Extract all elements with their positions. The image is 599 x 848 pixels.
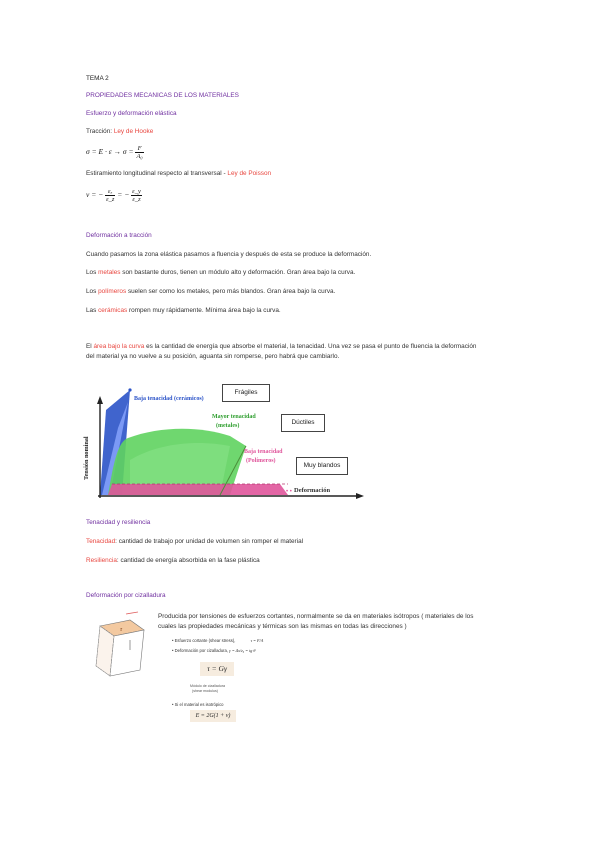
heading-esfuerzo: Esfuerzo y deformación elástica [86, 110, 177, 117]
label-metales-1: Mayor tenacidad [212, 414, 256, 420]
poisson-num1: εₓ [105, 188, 115, 196]
label-polimeros-1: Baja tenacidad [244, 449, 283, 455]
paragraph-resiliencia [86, 556, 260, 566]
heading-tenacidad-resiliencia: Tenacidad y resiliencia [86, 519, 151, 526]
bullet-isotropic-text: Si el material es isotrópico [174, 702, 224, 707]
bullet-dot: • [172, 648, 174, 653]
ceramicas-rest: rompen muy rápidamente. Mínima área bajo la curva. [129, 307, 281, 314]
poisson-equation [86, 188, 142, 203]
shear-strain-eq: γ = Δx/z₀ = tg θ [229, 648, 256, 653]
traccion-prefix: Tracción: [86, 128, 113, 135]
box-muy-blandos: Muy blandos [296, 457, 348, 475]
area-line1: es la cantidad de energía que absorbe el material, la tenacidad. Una vez se pasa el punto de fluencia la deformación [146, 343, 477, 350]
bullet-shear-strain-text: Deformación por cizalladura, [174, 648, 228, 653]
hooke-num: F [135, 145, 143, 153]
shear-stress-eq: τ = F/A [250, 638, 264, 643]
polimeros-rest: suelen ser como los metales, pero más blandos. Gran área bajo la curva. [127, 288, 336, 295]
y-axis-label: Tensión nominal [83, 436, 90, 480]
box-fragiles: Frágiles [222, 384, 270, 402]
paragraph-polimeros [86, 287, 335, 297]
poisson-mid: = − [117, 190, 130, 200]
tenacidad-word: Tenacidad [86, 538, 116, 545]
bullet-shear-strain [172, 648, 255, 654]
cube-front-face [110, 630, 144, 676]
tenacidad-rest: : cantidad de trabajo por unidad de volumen sin romper el material [115, 538, 304, 545]
heading-deformacion-traccion: Deformación a tracción [86, 232, 152, 239]
ceramicas-prefix: Las [86, 307, 97, 314]
cube-tau-label: τ [120, 627, 123, 633]
isotropic-equation: E = 2G(1 + ν) [190, 710, 236, 722]
bullet-shear-stress-text: Esfuerzo cortante (shear stress), [174, 638, 236, 643]
bullet-shear-stress [172, 638, 263, 644]
polymer-fracture-marks: • • [286, 489, 292, 495]
label-metales-2: (metales) [216, 423, 240, 429]
traccion-line [86, 128, 153, 136]
metales-word: metales [98, 269, 121, 276]
heading-cizalladura: Deformación por cizalladura [86, 592, 166, 599]
poisson-den1: ε_z [106, 196, 115, 203]
shear-force-arrow [126, 612, 138, 614]
polymer-curve [108, 484, 288, 495]
poisson-fraction-1 [105, 188, 115, 203]
tema-label: TEMA 2 [86, 75, 109, 82]
metales-prefix: Los [86, 269, 97, 276]
poisson-fraction-2 [131, 188, 142, 203]
document-title: PROPIEDADES MECANICAS DE LOS MATERIALES [86, 92, 239, 99]
resiliencia-rest: : cantidad de energía absorbida en la fase plástica [116, 557, 260, 564]
bullet-dot: • [172, 702, 174, 707]
area-word: área bajo la curva [93, 343, 145, 350]
poisson-prefix: Estiramiento longitudinal respecto al transversal - [86, 170, 226, 177]
poisson-lhs: ν = − [86, 190, 104, 200]
poisson-line [86, 170, 271, 178]
hooke-equation [86, 145, 144, 160]
ceramic-fracture-dot [128, 388, 131, 391]
shear-description-line1: Producida por tensiones de esfuerzos cortantes, normalmente se da en materiales isótropos ( materiales de los [158, 613, 474, 620]
metales-rest: son bastante duros, tienen un módulo alto y deformación. Gran área bajo la curva. [122, 269, 356, 276]
hooke-den: A₀ [136, 153, 143, 160]
box-ductiles: Dúctiles [281, 414, 325, 432]
paragraph-metales [86, 268, 355, 278]
x-axis-arrow [356, 493, 364, 499]
poisson-num2: ε_y [132, 188, 141, 195]
paragraph-area [86, 342, 476, 352]
hooke-eq-left: σ = E · ε → σ = [86, 147, 134, 157]
shear-modulus-equation: τ = Gγ [200, 662, 234, 676]
paragraph-fluencia: Cuando pasamos la zona elástica pasamos a fluencia y después de esta se produce la deformación. [86, 251, 372, 258]
poisson-law-link: Ley de Poisson [227, 170, 272, 177]
bullet-isotropic [172, 702, 224, 708]
paragraph-area-line2: del material ya no vuelve a su posición, aguanta sin romperse, pero habrá que cambiarlo. [86, 353, 340, 360]
shear-description-line2: cuales las propiedades mecánicas y térmicas son las mismas en todas las direcciones ) [158, 623, 407, 630]
poisson-den2: ε_z [132, 196, 141, 203]
ceramicas-word: cerámicas [98, 307, 128, 314]
shear-modulus-caption-2: (shear modulus) [192, 689, 218, 693]
hooke-fraction [135, 145, 143, 160]
shear-modulus-caption-1: Módulo de cizalladura [190, 684, 225, 688]
hooke-law-link: Ley de Hooke [113, 128, 154, 135]
label-ceramicos: Baja tenacidad (cerámicos) [134, 396, 204, 402]
bullet-dot: • [172, 638, 174, 643]
area-prefix: El [86, 343, 92, 350]
polimeros-prefix: Los [86, 288, 97, 295]
polimeros-word: polímeros [98, 288, 127, 295]
paragraph-ceramicas [86, 306, 281, 316]
label-polimeros-2: (Polímeros) [246, 458, 276, 464]
x-axis-label: Deformación [294, 487, 331, 494]
shear-cube-diagram [86, 606, 158, 686]
paragraph-tenacidad [86, 537, 303, 547]
y-axis-arrow [97, 396, 103, 404]
resiliencia-word: Resiliencia [86, 557, 117, 564]
